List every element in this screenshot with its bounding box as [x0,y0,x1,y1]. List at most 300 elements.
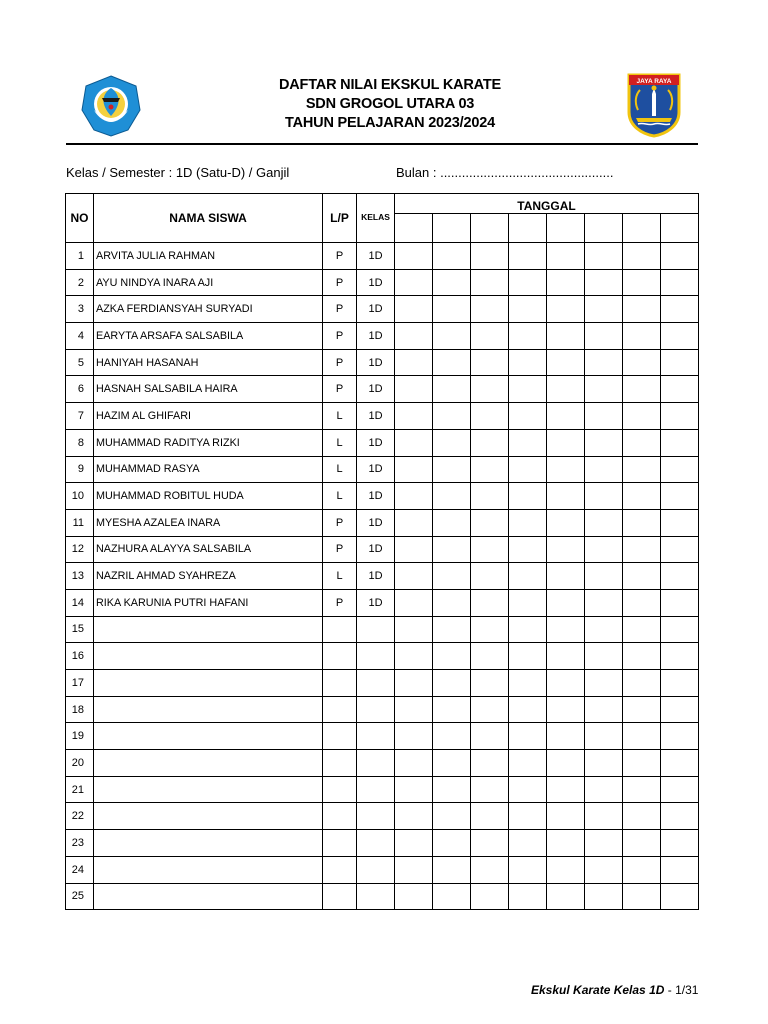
table-row [66,643,699,670]
table-row [66,456,699,483]
student-gender [323,750,357,777]
student-gender: P [323,509,357,536]
student-gender [323,830,357,857]
grade-cell [585,643,623,670]
grade-cell [585,563,623,590]
table-row [66,670,699,697]
grade-cell [547,509,585,536]
date-header-cell [509,214,547,243]
student-gender: P [323,296,357,323]
table-row [66,883,699,910]
table-row [66,696,699,723]
grade-cell [623,696,661,723]
table-row [66,509,699,536]
grade-cell [509,509,547,536]
grade-cell [661,483,699,510]
grade-cell [585,296,623,323]
student-gender [323,616,357,643]
grade-cell [395,403,433,430]
grade-cell [509,483,547,510]
row-number: 16 [66,643,94,670]
grade-cell [547,670,585,697]
date-header-cell [585,214,623,243]
student-gender: P [323,589,357,616]
grade-cell [471,883,509,910]
grade-cell [395,563,433,590]
grade-cell [661,803,699,830]
student-gender [323,883,357,910]
grade-cell [509,723,547,750]
grade-cell [471,563,509,590]
table-row [66,723,699,750]
grade-cell [433,563,471,590]
student-class: 1D [357,323,395,350]
grade-cell [395,723,433,750]
grade-cell [623,376,661,403]
grade-cell [661,509,699,536]
grade-cell [395,856,433,883]
grade-cell [395,296,433,323]
grade-cell [433,696,471,723]
grade-cell [395,536,433,563]
header-lp: L/P [323,194,357,243]
grade-cell [433,269,471,296]
grade-cell [395,509,433,536]
grade-cell [395,323,433,350]
grade-cell [471,750,509,777]
grade-cell [585,456,623,483]
grade-cell [585,403,623,430]
grade-cell [471,349,509,376]
table-row [66,403,699,430]
grade-cell [585,589,623,616]
student-name [94,883,323,910]
grade-cell [433,883,471,910]
table-row [66,429,699,456]
grade-cell [547,883,585,910]
row-number: 13 [66,563,94,590]
row-number: 9 [66,456,94,483]
student-class: 1D [357,429,395,456]
grade-cell [395,589,433,616]
student-name: NAZRIL AHMAD SYAHREZA [94,563,323,590]
student-gender: L [323,456,357,483]
grade-cell [509,429,547,456]
date-header-cell [547,214,585,243]
grade-cell [547,456,585,483]
date-header-cell [471,214,509,243]
grade-cell [471,429,509,456]
student-name: EARYTA ARSAFA SALSABILA [94,323,323,350]
row-number: 8 [66,429,94,456]
student-gender [323,670,357,697]
row-number: 20 [66,750,94,777]
student-gender: P [323,349,357,376]
table-row [66,376,699,403]
grade-cell [661,750,699,777]
grade-cell [661,589,699,616]
grade-cell [623,856,661,883]
grade-cell [661,830,699,857]
grade-cell [547,723,585,750]
grade-cell [585,349,623,376]
grade-cell [623,616,661,643]
tut-wuri-handayani-logo [80,74,142,138]
grade-cell [433,536,471,563]
bulan-label: Bulan : ................................................ [396,165,614,180]
grade-cell [623,643,661,670]
grade-cell [547,349,585,376]
table-row [66,483,699,510]
grade-cell [509,403,547,430]
grade-cell [433,616,471,643]
student-gender [323,723,357,750]
grade-cell [471,723,509,750]
grade-cell [623,589,661,616]
student-name: HAZIM AL GHIFARI [94,403,323,430]
grade-cell [433,456,471,483]
grade-cell [509,616,547,643]
grade-cell [585,323,623,350]
grade-cell [585,670,623,697]
grade-cell [623,536,661,563]
grade-cell [623,563,661,590]
student-class [357,643,395,670]
table-row [66,856,699,883]
grade-cell [509,456,547,483]
grade-cell [395,830,433,857]
student-name [94,776,323,803]
row-number: 12 [66,536,94,563]
grade-cell [395,243,433,270]
grade-cell [471,803,509,830]
grade-cell [547,776,585,803]
table-row [66,269,699,296]
grade-cell [623,349,661,376]
student-class [357,883,395,910]
grade-cell [471,830,509,857]
grade-cell [509,589,547,616]
title-line-1: DAFTAR NILAI EKSKUL KARATE [279,77,501,93]
student-name: AZKA FERDIANSYAH SURYADI [94,296,323,323]
student-name: MUHAMMAD ROBITUL HUDA [94,483,323,510]
student-gender [323,696,357,723]
row-number: 1 [66,243,94,270]
student-name [94,830,323,857]
grade-cell [585,696,623,723]
grade-cell [585,509,623,536]
grade-cell [395,429,433,456]
grade-cell [471,536,509,563]
grade-cell [509,643,547,670]
student-class: 1D [357,376,395,403]
row-number: 14 [66,589,94,616]
grade-cell [433,429,471,456]
grade-cell [509,376,547,403]
table-row [66,563,699,590]
grade-cell [547,589,585,616]
student-gender: L [323,403,357,430]
row-number: 15 [66,616,94,643]
grade-cell [661,670,699,697]
table-row [66,616,699,643]
grade-cell [433,243,471,270]
grade-cell [623,269,661,296]
grade-cell [433,376,471,403]
grade-cell [433,296,471,323]
grade-cell [509,830,547,857]
grade-cell [661,349,699,376]
grade-cell [433,830,471,857]
grade-cell [661,563,699,590]
jakarta-emblem-logo [626,72,682,138]
student-name [94,696,323,723]
student-class: 1D [357,589,395,616]
grade-cell [547,643,585,670]
footer-page-number: - 1/31 [664,983,699,997]
student-gender [323,856,357,883]
date-header-cell [623,214,661,243]
grade-cell [509,856,547,883]
grade-cell [585,536,623,563]
grade-cell [471,376,509,403]
grade-cell [509,536,547,563]
row-number: 17 [66,670,94,697]
grade-cell [661,696,699,723]
row-number: 10 [66,483,94,510]
grade-cell [585,856,623,883]
grade-cell [509,349,547,376]
student-class [357,696,395,723]
student-class [357,830,395,857]
grade-cell [395,883,433,910]
grade-cell [547,483,585,510]
student-gender: P [323,323,357,350]
student-gender [323,803,357,830]
grade-cell [623,243,661,270]
grade-cell [471,856,509,883]
grade-cell [661,323,699,350]
row-number: 18 [66,696,94,723]
title-line-3: TAHUN PELAJARAN 2023/2024 [285,115,495,131]
student-class: 1D [357,243,395,270]
grade-cell [471,696,509,723]
grade-cell [585,776,623,803]
page-footer [531,983,698,997]
grade-cell [585,376,623,403]
header-divider [66,143,698,145]
student-name: RIKA KARUNIA PUTRI HAFANI [94,589,323,616]
table-row [66,589,699,616]
student-name [94,803,323,830]
grade-cell [471,269,509,296]
grade-cell [395,776,433,803]
grade-cell [395,670,433,697]
grade-cell [547,429,585,456]
grade-cell [471,456,509,483]
header-no: NO [66,194,94,243]
grade-cell [623,296,661,323]
table-row [66,349,699,376]
student-name [94,616,323,643]
student-class [357,670,395,697]
grade-cell [547,750,585,777]
row-number: 6 [66,376,94,403]
row-number: 4 [66,323,94,350]
grade-cell [395,750,433,777]
date-header-cell [433,214,471,243]
row-number: 7 [66,403,94,430]
grade-cell [585,429,623,456]
grade-cell [547,803,585,830]
grade-cell [623,483,661,510]
grade-cell [471,483,509,510]
grade-cell [623,456,661,483]
grade-cell [509,269,547,296]
student-class: 1D [357,563,395,590]
grade-cell [509,696,547,723]
student-gender: P [323,536,357,563]
grade-table [65,193,699,910]
grade-cell [433,776,471,803]
student-name: NAZHURA ALAYYA SALSABILA [94,536,323,563]
grade-cell [471,776,509,803]
grade-cell [509,323,547,350]
grade-cell [471,670,509,697]
grade-cell [547,536,585,563]
student-name [94,670,323,697]
student-class: 1D [357,536,395,563]
grade-cell [661,883,699,910]
student-class [357,856,395,883]
grade-cell [623,776,661,803]
student-gender [323,643,357,670]
jaya-raya-banner-text: JAYA RAYA [636,78,672,85]
grade-cell [509,776,547,803]
grade-cell [661,429,699,456]
title-line-2: SDN GROGOL UTARA 03 [305,96,475,112]
student-name: ARVITA JULIA RAHMAN [94,243,323,270]
grade-cell [661,243,699,270]
student-class: 1D [357,456,395,483]
grade-cell [471,616,509,643]
header-kelas: KELAS [357,194,395,243]
grade-cell [623,429,661,456]
grade-cell [471,509,509,536]
grade-cell [433,403,471,430]
student-name: MUHAMMAD RADITYA RIZKI [94,429,323,456]
table-row [66,830,699,857]
student-name [94,750,323,777]
grade-cell [395,456,433,483]
grade-cell [471,296,509,323]
row-number: 24 [66,856,94,883]
student-gender: L [323,429,357,456]
grade-cell [395,349,433,376]
row-number: 3 [66,296,94,323]
grade-cell [509,243,547,270]
grade-cell [509,750,547,777]
header-nama-siswa: NAMA SISWA [94,194,323,243]
grade-cell [395,376,433,403]
student-gender: L [323,563,357,590]
grade-cell [547,856,585,883]
grade-cell [395,803,433,830]
student-name: MYESHA AZALEA INARA [94,509,323,536]
grade-cell [433,323,471,350]
grade-cell [433,589,471,616]
student-class [357,803,395,830]
grade-cell [623,509,661,536]
grade-cell [623,323,661,350]
row-number: 22 [66,803,94,830]
grade-cell [433,750,471,777]
grade-cell [471,323,509,350]
grade-cell [509,296,547,323]
grade-cell [547,296,585,323]
student-class: 1D [357,296,395,323]
grade-cell [471,643,509,670]
grade-cell [585,483,623,510]
grade-cell [661,536,699,563]
student-class [357,616,395,643]
grade-cell [585,723,623,750]
grade-cell [661,296,699,323]
date-header-cell [395,214,433,243]
grade-cell [395,616,433,643]
grade-cell [395,483,433,510]
grade-cell [547,403,585,430]
table-row [66,750,699,777]
table-row [66,803,699,830]
grade-cell [661,403,699,430]
student-gender: P [323,243,357,270]
student-name [94,723,323,750]
grade-cell [433,483,471,510]
grade-cell [433,349,471,376]
student-class: 1D [357,349,395,376]
grade-cell [509,803,547,830]
row-number: 21 [66,776,94,803]
student-class: 1D [357,403,395,430]
grade-cell [547,269,585,296]
student-class [357,776,395,803]
grade-cell [585,616,623,643]
table-row [66,243,699,270]
grade-cell [509,883,547,910]
grade-cell [585,803,623,830]
grade-cell [433,856,471,883]
grade-cell [547,616,585,643]
grade-cell [623,750,661,777]
grade-cell [585,269,623,296]
grade-cell [433,670,471,697]
grade-cell [661,643,699,670]
grade-cell [509,670,547,697]
grade-cell [471,403,509,430]
student-class: 1D [357,483,395,510]
grade-cell [661,376,699,403]
student-name: MUHAMMAD RASYA [94,456,323,483]
document-title-block [180,76,600,133]
student-class: 1D [357,509,395,536]
grade-cell [585,243,623,270]
student-name [94,856,323,883]
kelas-semester-label: Kelas / Semester : 1D (Satu-D) / Ganjil [66,165,290,180]
grade-cell [547,376,585,403]
grade-cell [661,616,699,643]
grade-cell [623,830,661,857]
